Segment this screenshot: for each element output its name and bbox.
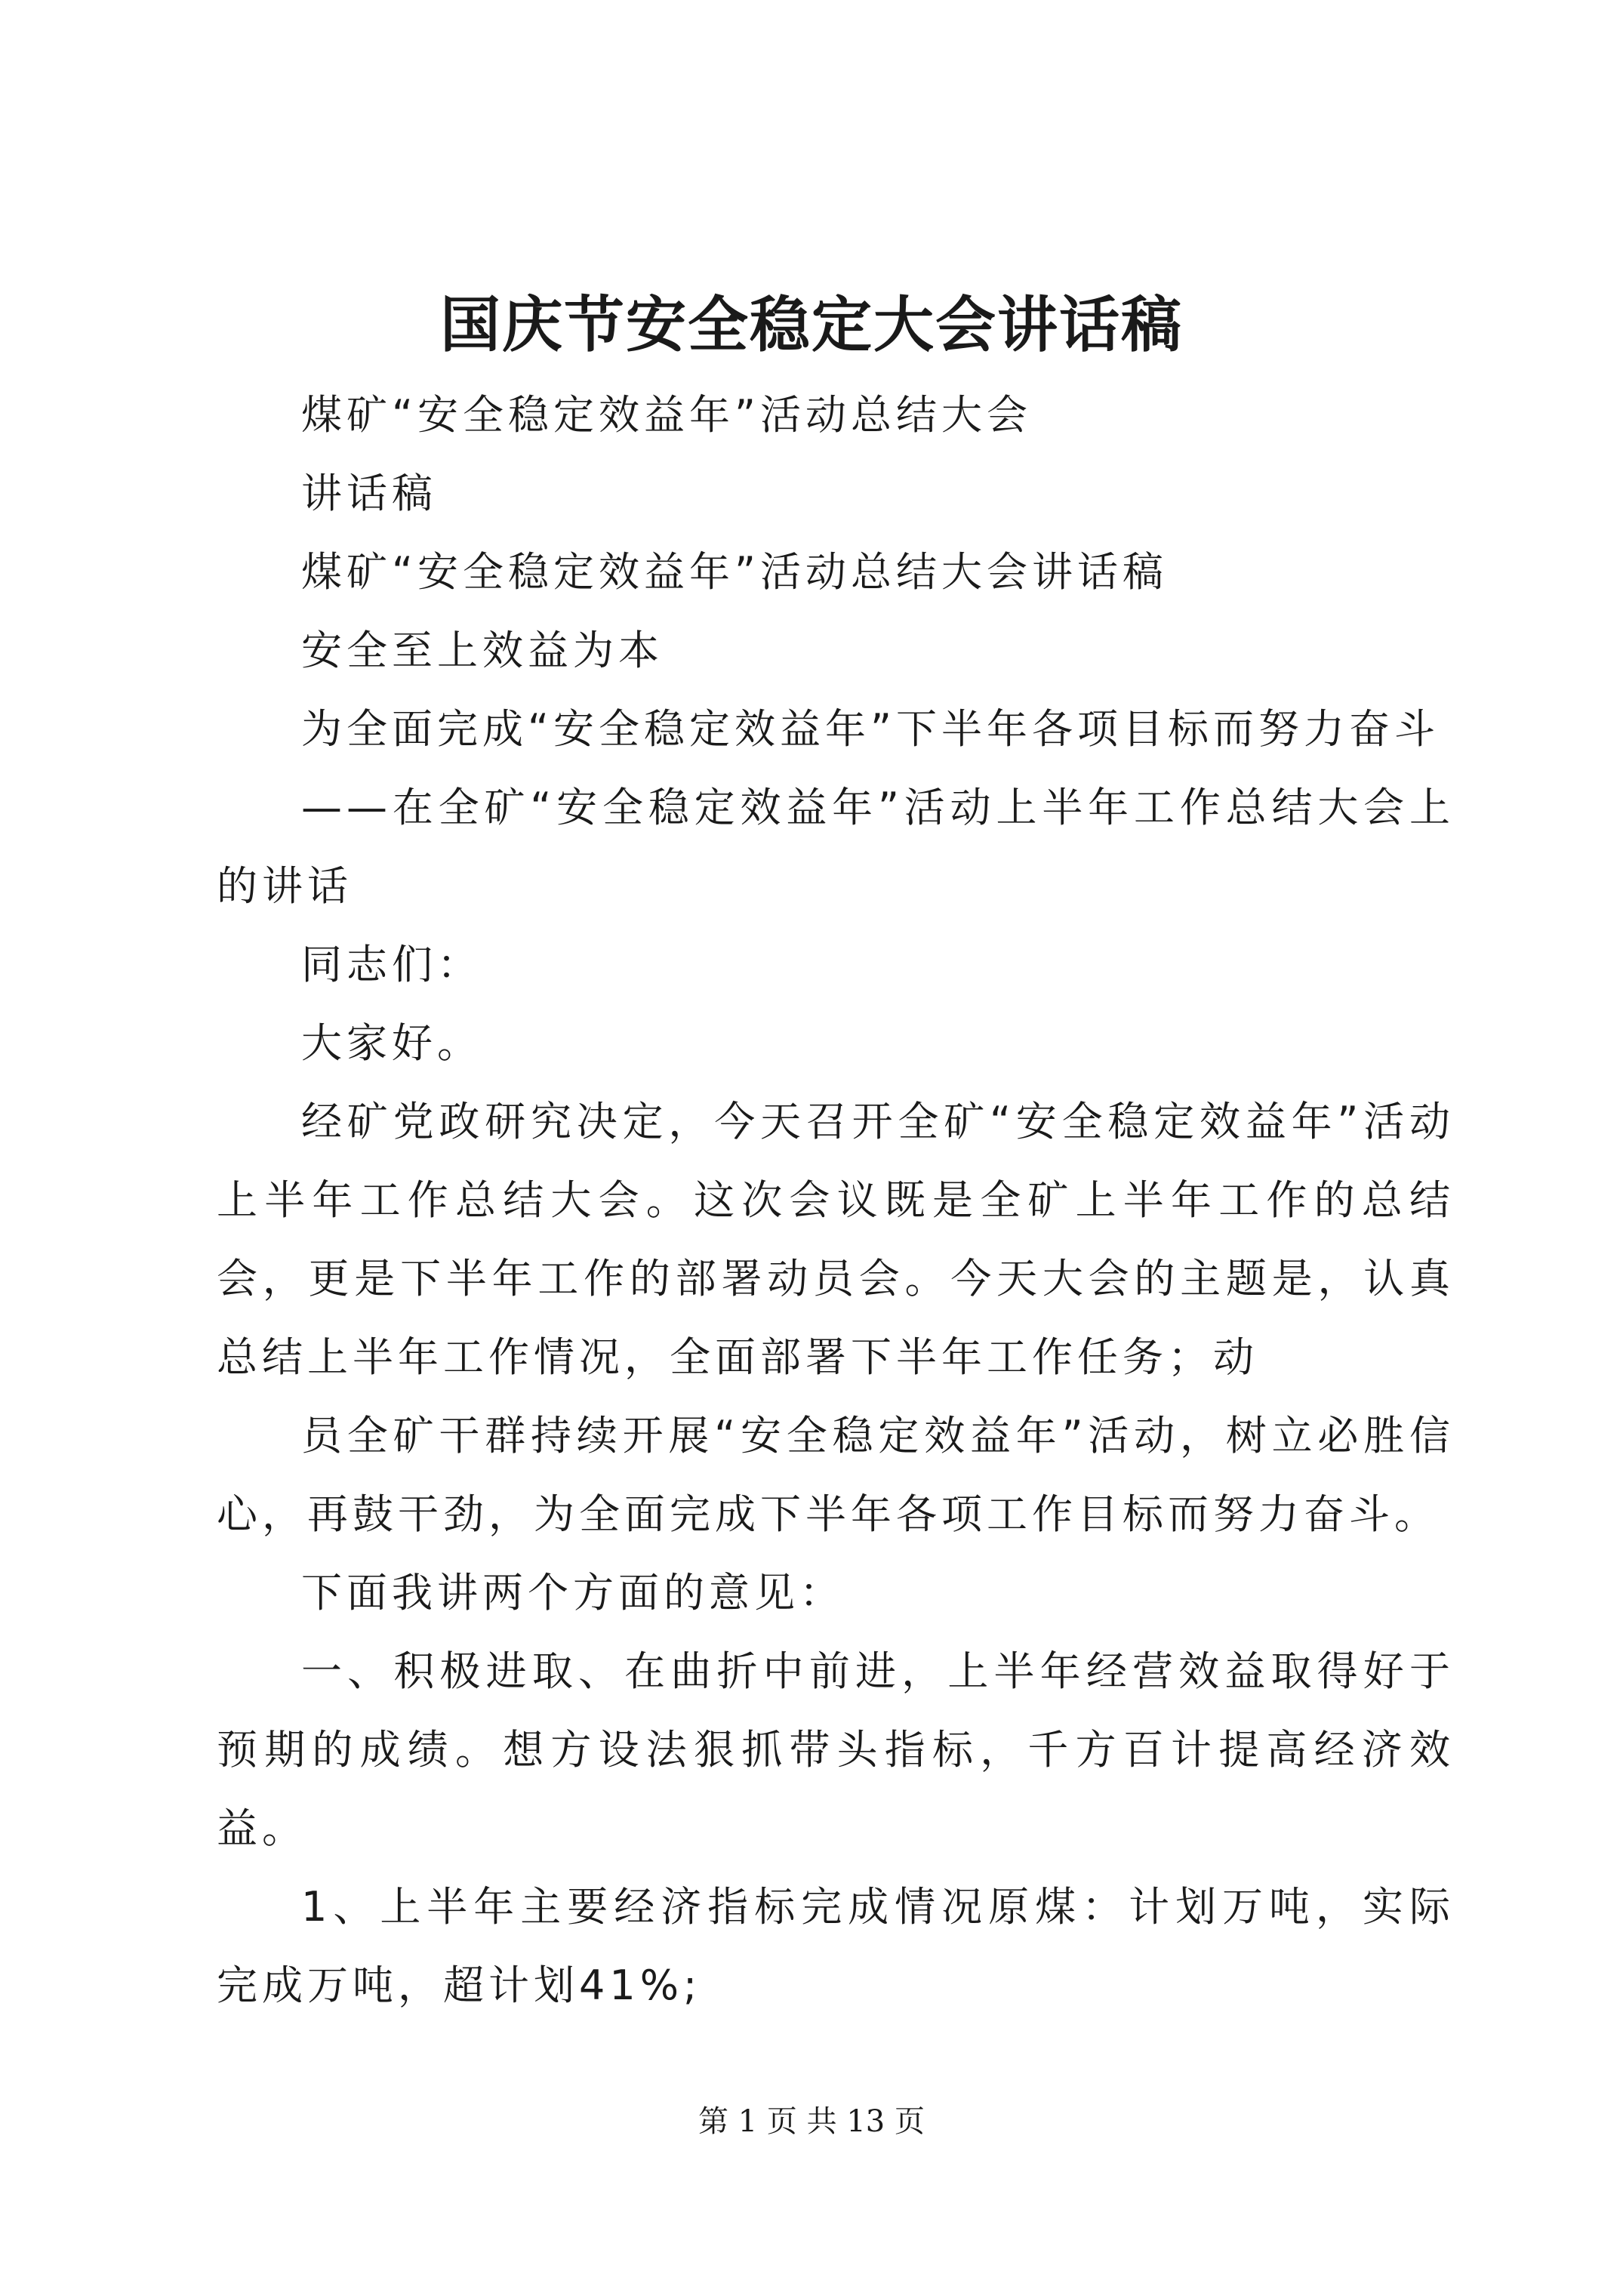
paragraph: 安全至上效益为本 bbox=[301, 627, 664, 674]
document-body bbox=[217, 376, 1455, 2025]
paragraph: 员全矿干群持续开展“安全稳定效益年”活动，树立必胜信心，再鼓干劲，为全面完成下半年各项工作目标而努力奋斗。 bbox=[217, 1412, 1455, 1538]
paragraph: 大家好。 bbox=[301, 1019, 482, 1067]
paragraph: 煤矿“安全稳定效益年”活动总结大会 bbox=[301, 391, 1032, 439]
paragraph: 煤矿“安全稳定效益年”活动总结大会讲话稿 bbox=[301, 548, 1168, 596]
paragraph: 讲话稿 bbox=[301, 470, 437, 517]
paragraph: 为全面完成“安全稳定效益年”下半年各项目标而努力奋斗 bbox=[301, 705, 1440, 753]
paragraph: 1、上半年主要经济指标完成情况原煤：计划万吨，实际完成万吨，超计划41%; bbox=[217, 1883, 1455, 2009]
paragraph: ——在全矿“安全稳定效益年”活动上半年工作总结大会上的讲话 bbox=[217, 784, 1455, 910]
paragraph: 经矿党政研究决定，今天召开全矿“安全稳定效益年”活动上半年工作总结大会。这次会议既是全矿上半年工作的总结会，更是下半年工作的部署动员会。今天大会的主题是，认真总结上半年工作情况，全面部署下半年工作任务；动 bbox=[217, 1098, 1455, 1381]
paragraph: 下面我讲两个方面的意见： bbox=[301, 1569, 845, 1616]
paragraph: 同志们： bbox=[301, 941, 482, 988]
paragraph: 一、积极进取、在曲折中前进，上半年经营效益取得好于预期的成绩。想方设法狠抓带头指标，千方百计提高经济效益。 bbox=[217, 1647, 1455, 1852]
page-number-footer: 第 1 页 共 13 页 bbox=[698, 2104, 925, 2139]
document-title: 国庆节安全稳定大会讲话稿 bbox=[440, 289, 1183, 360]
